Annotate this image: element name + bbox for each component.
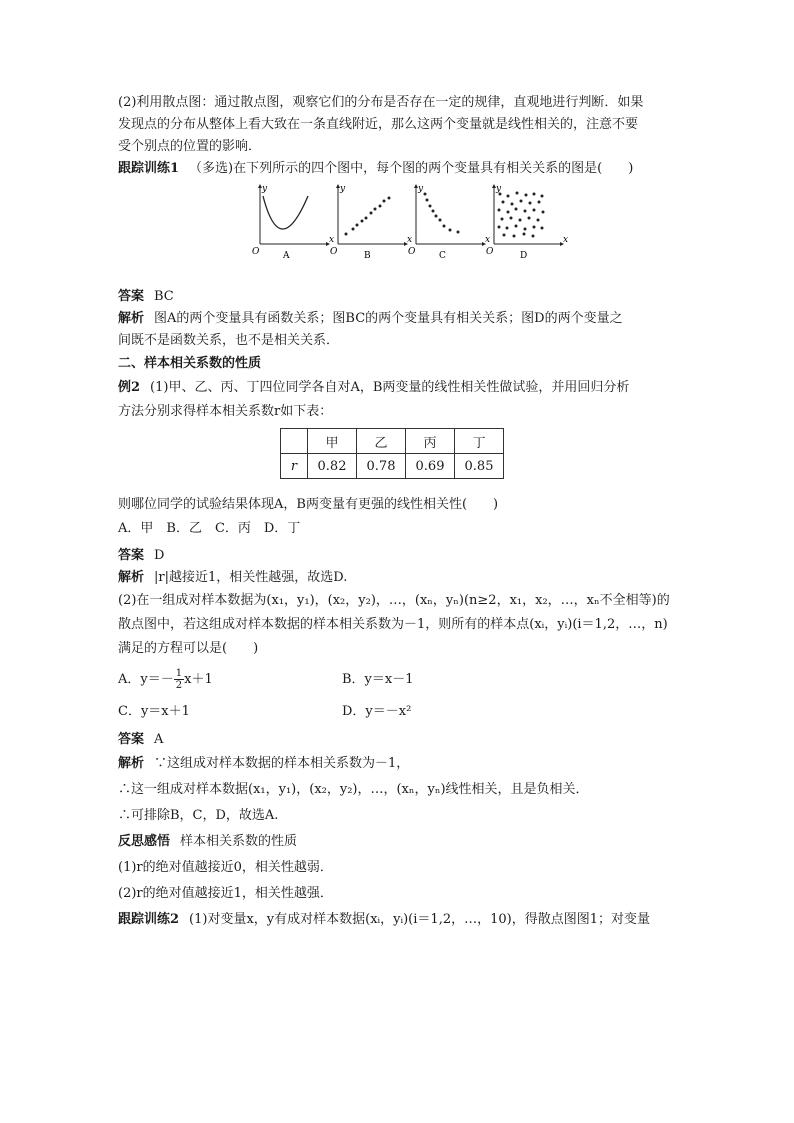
- origin-label: O: [252, 247, 260, 257]
- figure-label: B: [364, 251, 371, 261]
- reflection: [118, 829, 680, 907]
- x-axis-label: x: [407, 235, 412, 245]
- table-row-label: r: [281, 454, 308, 479]
- scatter-method-paragraph: [118, 92, 680, 158]
- example-label: 例2: [118, 380, 141, 395]
- analysis-text: ∴可排除B，C，D，故选A.: [118, 808, 279, 823]
- exercise-label: 跟踪训练1: [118, 161, 180, 176]
- exercise-label: 跟踪训练2: [118, 912, 180, 927]
- x-axis-label: x: [485, 235, 490, 245]
- origin-label: O: [330, 247, 338, 257]
- figure-b-scatter: [328, 182, 412, 262]
- tracking-exercise-2: [118, 907, 680, 933]
- answer-2: [118, 545, 680, 567]
- answer-value: A: [154, 732, 164, 747]
- question-text: 散点图中，若这组成对样本数据的样本相关系数为－1，则所有的样本点(xᵢ，yᵢ)(i＝1,2，…，n): [118, 617, 668, 632]
- document-page: [118, 92, 680, 933]
- analysis-text: ∵这组成对样本数据的样本相关系数为－1，: [154, 756, 410, 771]
- table-header-cell: 乙: [357, 429, 406, 454]
- analysis-text: 图A的两个变量具有函数关系；图BC的两个变量具有相关关系；图D的两个变量之: [154, 311, 623, 326]
- option-a: A．y＝－ $\frac{1}{2}$ x＋1: [118, 668, 213, 691]
- option-c: C．y＝x＋1: [118, 704, 190, 719]
- figure-c-scatter: [406, 182, 490, 262]
- figure-a-curve: [250, 182, 334, 262]
- analysis-label: 解析: [118, 570, 145, 585]
- correlation-table: [280, 428, 504, 479]
- answer-label: 答案: [118, 548, 145, 563]
- table-header-row: [281, 429, 504, 454]
- answer-value: D: [154, 548, 165, 563]
- reflection-point: (1)r的绝对值越接近0，相关性越弱．: [118, 860, 333, 875]
- reflection-point: (2)r的绝对值越接近1，相关性越强．: [118, 886, 333, 901]
- table-cell: 0.82: [308, 454, 357, 479]
- answer-3: [118, 729, 680, 751]
- example-text: 方法分别求得样本相关系数r如下表：: [118, 404, 333, 419]
- tracking-exercise-1: [118, 158, 680, 180]
- example-2: [118, 376, 680, 424]
- reflection-title: 样本相关系数的性质: [180, 834, 298, 849]
- options-row-1: [118, 667, 680, 693]
- analysis-text: |r|越接近1，相关性越强，故选D.: [154, 570, 348, 585]
- table-cell: 0.85: [455, 454, 504, 479]
- figure-d-scatter: [484, 182, 568, 262]
- scatter-figures: [118, 182, 680, 282]
- analysis-text: 间既不是函数关系，也不是相关关系．: [118, 333, 340, 348]
- origin-label: O: [486, 247, 494, 257]
- answer-label: 答案: [118, 732, 145, 747]
- table-header-cell: [281, 429, 308, 454]
- option-b: B．y＝x－1: [342, 672, 414, 687]
- table-cell: 0.78: [357, 454, 406, 479]
- table-cell: 0.69: [406, 454, 455, 479]
- y-axis-label: y: [262, 184, 268, 194]
- reflection-label: 反思感悟: [118, 834, 171, 849]
- answer-label: 答案: [118, 289, 145, 304]
- table-header-cell: 丁: [455, 429, 504, 454]
- analysis-label: 解析: [118, 311, 145, 326]
- analysis-label: 解析: [118, 756, 145, 771]
- option-d: D．y＝－x²: [342, 704, 412, 719]
- analysis-2: [118, 567, 680, 589]
- analysis-1: [118, 308, 680, 352]
- paragraph-line: 发现点的分布从整体上看大致在一条直线附近，那么这两个变量就是线性相关的，注意不要: [118, 117, 639, 132]
- table-header-cell: 甲: [308, 429, 357, 454]
- options-row-2: [118, 699, 680, 725]
- question-2: [118, 589, 680, 661]
- exercise-text: （多选)在下列所示的四个图中，每个图的两个变量具有相关关系的图是( ): [189, 161, 634, 176]
- y-axis-label: y: [496, 184, 502, 194]
- paragraph-line: (2)利用散点图：通过散点图，观察它们的分布是否存在一定的规律，直观地进行判断．如果: [118, 95, 644, 110]
- question-text: 满足的方程可以是( ): [118, 641, 259, 656]
- analysis-text: ∴这一组成对样本数据(x₁，y₁)，(x₂，y₂)，…，(xₙ，yₙ)线性相关，且是负相关．: [118, 782, 589, 797]
- answer-value: BC: [154, 289, 174, 304]
- y-axis-label: y: [340, 184, 346, 194]
- y-axis-label: y: [418, 184, 424, 194]
- figure-label: D: [520, 251, 528, 261]
- figure-label: C: [439, 251, 446, 261]
- question-1-options: A．甲 B．乙 C．丙 D．丁: [118, 521, 301, 536]
- fraction: $\frac{1}{2}$: [175, 668, 183, 691]
- table-row: [281, 454, 504, 479]
- answer-1: [118, 286, 680, 308]
- x-axis-label: x: [329, 235, 334, 245]
- table-header-cell: 丙: [406, 429, 455, 454]
- question-1: 则哪位同学的试验结果体现A，B两变量有更强的线性相关性( ): [118, 497, 499, 512]
- question-text: (2)在一组成对样本数据为(x₁，y₁)，(x₂，y₂)，…，(xₙ，yₙ)(n≥2，x₁，x₂，…，xₙ不全相等)的: [118, 593, 670, 608]
- section-heading: 二、样本相关系数的性质: [118, 356, 262, 371]
- exercise-text: (1)对变量x，y有成对样本数据(xᵢ，yᵢ)(i＝1,2，…，10)，得散点图图1；对变量: [189, 912, 650, 927]
- example-text: (1)甲、乙、丙、丁四位同学各自对A，B两变量的线性相关性做试验，并用回归分析: [150, 380, 630, 395]
- x-axis-label: x: [563, 235, 568, 245]
- paragraph-line: 受个别点的位置的影响．: [118, 139, 262, 154]
- figure-label: A: [283, 251, 290, 261]
- origin-label: O: [408, 247, 416, 257]
- analysis-3: [118, 751, 680, 829]
